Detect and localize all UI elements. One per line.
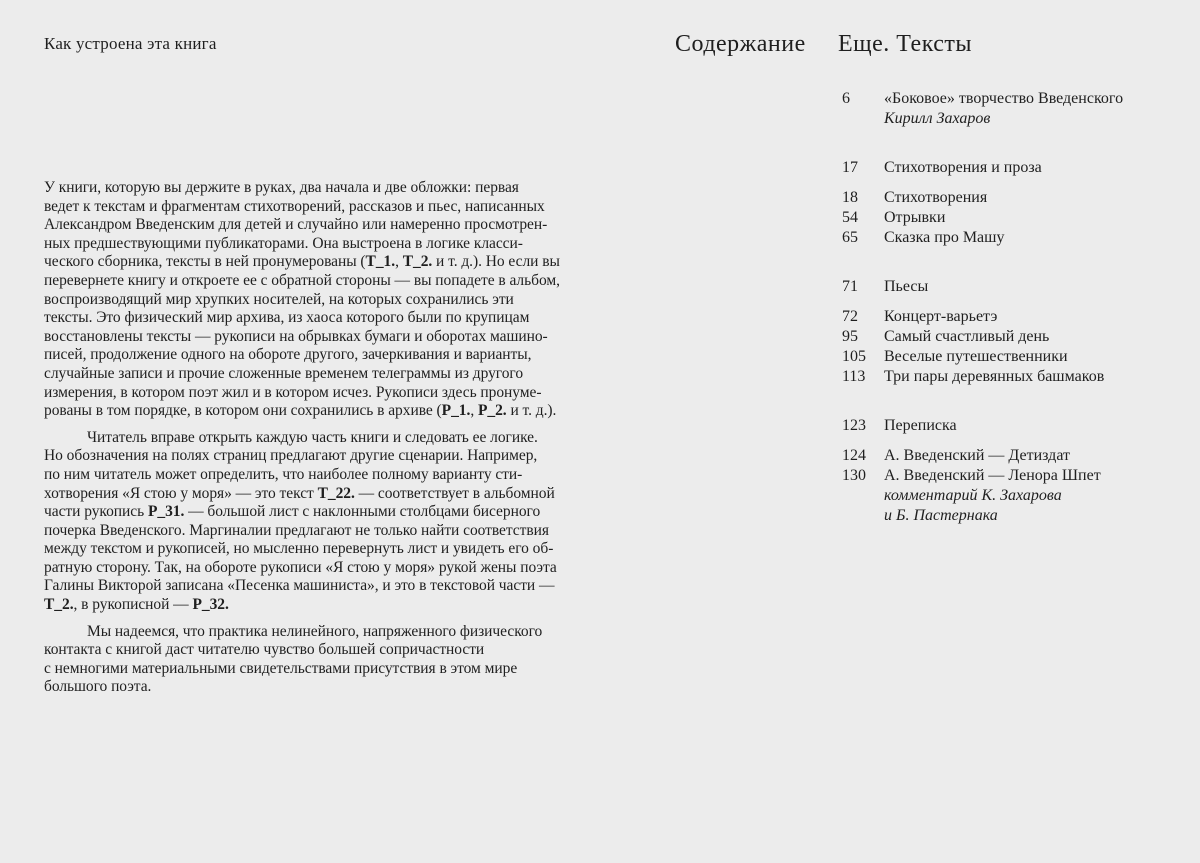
text-segment: почерка Введенского. Маргиналии предлагают не только найти соответствия (44, 521, 549, 539)
text-segment: ческого сборника, тексты в ней пронумерованы ( (44, 253, 366, 271)
toc-entry-title: «Боковое» творчество Введенского (884, 90, 1124, 107)
toc-entry-text (884, 158, 1042, 178)
text-segment: , в рукописной — (73, 596, 193, 614)
text-line (44, 577, 555, 596)
toc-page-number: 6 (842, 90, 850, 107)
toc-entry-title: Три пары деревянных башмаков (884, 368, 1105, 385)
text-segment: с немногими материальными свидетельствами присутствия в этом мире (44, 659, 518, 677)
bold-text: Р_2. (477, 402, 507, 420)
toc-entry (842, 327, 1123, 347)
text-segment: части рукопись (44, 503, 148, 521)
bold-text: Т_1. (365, 253, 396, 271)
toc-entry-title: Стихотворения (884, 189, 988, 206)
toc-entry-text (884, 327, 1049, 347)
bold-text: Т_2. (402, 253, 433, 271)
text-segment: между текстом и рукописей, но мысленно перевернуть лист и увидеть его об- (44, 540, 554, 558)
bold-text: Р_1. (441, 402, 471, 420)
toc-list (842, 89, 1123, 526)
toc-entry-title: Веселые путешественники (884, 348, 1068, 365)
paragraph (44, 623, 544, 697)
paragraph (44, 428, 557, 615)
text-line (44, 503, 544, 522)
left-page-header: Как устроена эта книга (44, 34, 217, 53)
toc-entry-text (884, 347, 1068, 367)
text-segment: и т. д.). Но если вы (432, 253, 560, 271)
text-segment: и т. д.). (506, 402, 557, 420)
toc-entry-title: Самый счастливый день (884, 328, 1050, 345)
toc-entry (842, 416, 1123, 436)
text-segment: тексты. Это физический мир архива, из хаоса которого были по крупицам (44, 309, 530, 327)
paragraph (44, 179, 560, 421)
toc-page-number: 130 (842, 467, 866, 484)
text-segment: Но обозначения на полях страниц предлагают другие сценарии. Например, (44, 447, 538, 465)
toc-entry-text (884, 367, 1104, 387)
text-segment: писей, продолжение одного на обороте другого, зачеркивания и варианты, (44, 346, 532, 364)
text-line (44, 402, 557, 421)
text-segment: восстановлены тексты — рукописи на обрывках бумаги и оборотах машино- (44, 327, 548, 345)
toc-entry-text (884, 277, 928, 297)
toc-entry (842, 466, 1123, 526)
text-segment: — соответствует в альбомной (354, 484, 555, 502)
toc-entry-title: Концерт-варьетэ (884, 308, 998, 325)
text-segment: воспроизводящий мир хрупких носителей, на которых сохранились эти (44, 290, 514, 308)
toc-entry-title: А. Введенский — Ленора Шпет (884, 467, 1101, 484)
text-line (44, 291, 544, 310)
text-segment: большого поэта. (44, 678, 152, 696)
toc-page-number: 105 (842, 348, 866, 365)
text-line (44, 540, 554, 559)
text-line (44, 660, 544, 679)
bold-text: Р_31. (147, 503, 185, 521)
toc-entry-title: Пьесы (884, 278, 929, 295)
text-segment: , (395, 253, 403, 271)
text-segment: Галины Викторой записана «Песенка машиниста», и это в текстовой части — (44, 577, 555, 595)
text-line (44, 447, 544, 466)
text-segment: ратную сторону. Так, на обороте рукописи «Я стою у моря» рукой жены поэта (44, 558, 557, 576)
toc-entry-title: Переписка (884, 417, 957, 434)
bold-text: Т_22. (317, 484, 355, 502)
toc-entry (842, 89, 1123, 129)
body-paragraphs (44, 179, 560, 697)
text-segment: по ним читатель может определить, что наиболее полному варианту сти- (44, 465, 523, 483)
toc-page-number: 124 (842, 447, 866, 464)
toc-group (842, 158, 1123, 178)
toc-entry-title: Отрывки (884, 209, 946, 226)
toc-entry-text (884, 416, 957, 436)
toc-entry (842, 228, 1123, 248)
text-segment: ных предшествующими публикаторами. Она выстроена в логике класси- (44, 234, 523, 252)
text-segment: — большой лист с наклонными столбцами бисерного (184, 503, 541, 521)
text-segment: , (470, 402, 478, 420)
text-line (44, 678, 544, 697)
toc-entry-text (884, 446, 1070, 466)
toc-entry-title: Стихотворения и проза (884, 159, 1042, 176)
toc-group (842, 446, 1123, 526)
text-line (44, 596, 544, 615)
text-line (44, 384, 544, 403)
text-line (44, 327, 548, 347)
toc-entry-text (884, 228, 1004, 248)
toc-entry-text (884, 307, 997, 327)
text-line (44, 309, 544, 328)
text-segment: случайные записи и прочие сложенные временем телеграммы из другого (44, 364, 524, 382)
text-line (44, 623, 544, 642)
toc-entry-subtitle: и Б. Пастернака (884, 507, 998, 524)
text-segment: ведет к текстам и фрагментам стихотворений, рассказов и пьес, написанных (44, 197, 545, 215)
toc-page-number: 18 (842, 189, 858, 206)
text-line (44, 198, 544, 217)
toc-entry (842, 367, 1123, 387)
toc-page-number: 72 (842, 308, 858, 325)
toc-group (842, 89, 1123, 129)
toc-page-number: 123 (842, 417, 866, 434)
toc-entry-text (884, 466, 1101, 526)
text-line (44, 429, 544, 448)
toc-group (842, 277, 1123, 297)
section-title: Еще. Тексты (838, 31, 973, 57)
text-line (44, 271, 560, 291)
toc-group (842, 416, 1123, 436)
toc-entry-title: Сказка про Машу (884, 229, 1005, 246)
toc-entry-title: А. Введенский — Детиздат (884, 447, 1070, 464)
toc-entry-subtitle: комментарий К. Захарова (884, 487, 1062, 504)
text-line (44, 216, 548, 235)
toc-entry (842, 277, 1123, 297)
text-segment: контакта с книгой даст читателю чувство большей сопричастности (44, 641, 485, 659)
toc-entry-text (884, 208, 945, 228)
text-line (44, 346, 544, 365)
text-segment: перевернете книгу и откроете ее с обратной стороны — вы попадете в альбом, (44, 271, 560, 289)
text-segment: Александром Введенским для детей и случайно или намеренно просмотрен- (44, 216, 548, 234)
toc-page-number: 65 (842, 229, 858, 246)
toc-page-number: 95 (842, 328, 858, 345)
toc-entry-text (884, 188, 987, 208)
text-segment: У книги, которую вы держите в руках, два начала и две обложки: первая (44, 179, 519, 196)
toc-group (842, 307, 1123, 387)
text-segment: измерения, в котором поэт жил и в котором исчез. Рукописи здесь пронуме- (44, 383, 542, 401)
text-segment: хотворения «Я стою у моря» — это текст (44, 484, 318, 502)
toc-page-number: 71 (842, 278, 858, 295)
toc-page-number: 113 (842, 368, 866, 385)
toc-entry (842, 188, 1123, 208)
contents-title: Содержание (675, 31, 806, 57)
bold-text: Р_32. (192, 596, 229, 614)
toc-page-number: 17 (842, 159, 858, 176)
text-line (44, 466, 544, 485)
text-line (44, 179, 544, 198)
text-line (44, 641, 544, 660)
toc-entry (842, 347, 1123, 367)
text-segment: Читатель вправе открыть каждую часть книги и следовать ее логике. (87, 428, 538, 446)
text-line (44, 558, 557, 578)
toc-entry-text (884, 89, 1123, 129)
bold-text: Т_2. (44, 596, 74, 614)
text-line (44, 365, 544, 384)
toc-entry (842, 208, 1123, 228)
toc-entry (842, 158, 1123, 178)
text-line (44, 484, 555, 504)
toc-group (842, 188, 1123, 248)
toc-entry (842, 446, 1123, 466)
toc-entry (842, 307, 1123, 327)
text-line (44, 235, 544, 254)
text-segment: Мы надеемся, что практика нелинейного, напряженного физического (87, 622, 543, 640)
text-line (44, 521, 549, 541)
toc-entry-subtitle: Кирилл Захаров (884, 110, 991, 127)
toc-page-number: 54 (842, 209, 858, 226)
text-line (44, 253, 560, 272)
text-segment: рованы в том порядке, в котором они сохранились в архиве ( (44, 402, 442, 420)
